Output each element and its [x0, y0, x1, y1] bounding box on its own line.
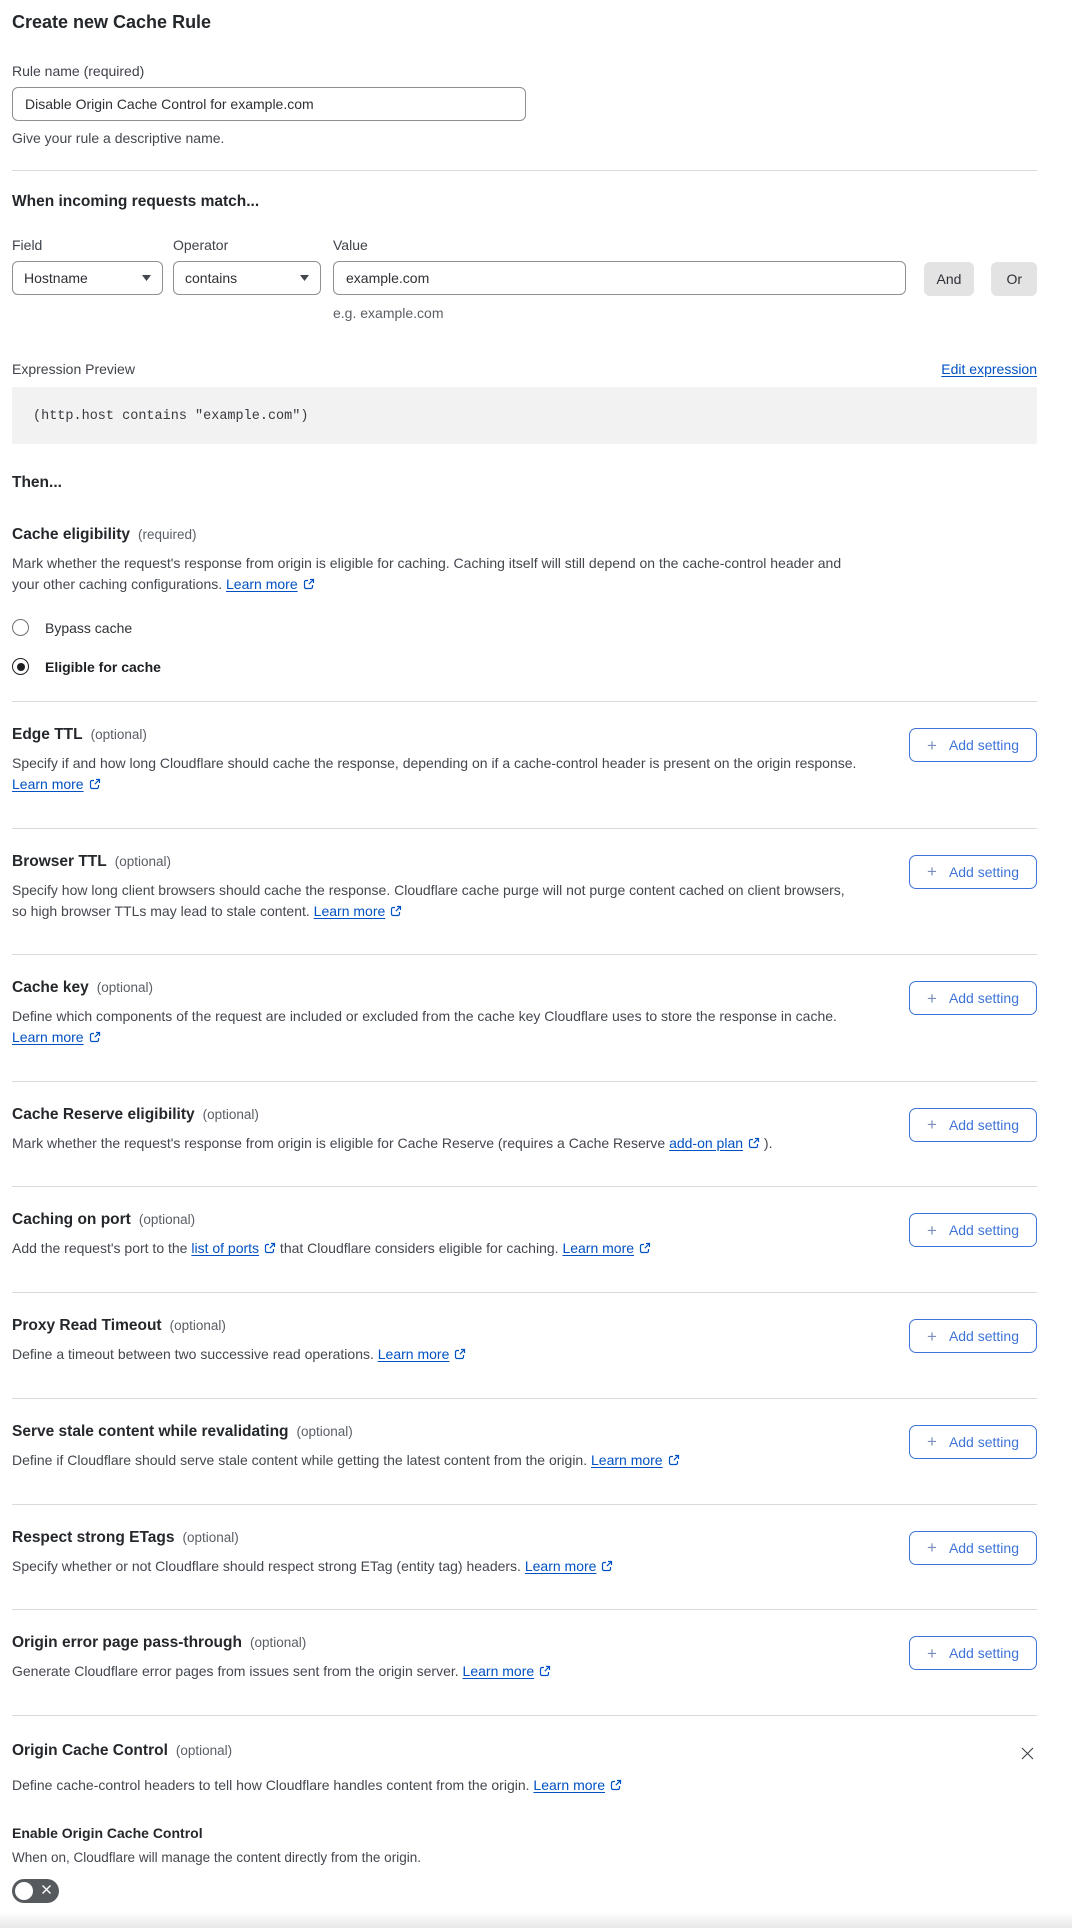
chevron-down-icon: [300, 275, 309, 281]
rule-name-group: [12, 63, 1037, 146]
value-input[interactable]: [333, 261, 906, 295]
enable-origin-cache-control-label: Enable Origin Cache Control: [12, 1824, 203, 1841]
setting-description: [12, 880, 857, 922]
add-setting-label: Add setting: [948, 1328, 1019, 1345]
plus-icon: +: [927, 1643, 937, 1663]
description-text: Define a timeout between two successive read operations.: [12, 1346, 378, 1363]
setting-title: Cache key: [12, 979, 89, 997]
setting-title: Origin error page pass-through: [12, 1634, 242, 1652]
setting-section: [12, 1610, 1037, 1715]
add-setting-button[interactable]: [909, 855, 1037, 889]
eligible-for-cache-radio[interactable]: [12, 658, 1037, 675]
required-badge: (required): [138, 527, 197, 542]
enable-origin-cache-control-description: When on, Cloudflare will manage the content directly from the origin.: [12, 1849, 421, 1865]
description-text: Define cache-control headers to tell how Cloudflare handles content from the origin.: [12, 1777, 534, 1794]
setting-section: [12, 1505, 1037, 1610]
plus-icon: +: [927, 1432, 937, 1452]
chevron-down-icon: [142, 275, 151, 281]
external-link-icon: [89, 775, 101, 796]
learn-more-link[interactable]: Learn more: [12, 1029, 84, 1046]
external-link-icon: [610, 1776, 622, 1797]
field-select-value: Hostname: [24, 270, 88, 286]
setting-title: Serve stale content while revalidating: [12, 1422, 289, 1440]
plus-icon: +: [927, 1326, 937, 1346]
learn-more-link[interactable]: Learn more: [377, 1346, 450, 1363]
drawer-bottom-edge: [0, 1913, 1072, 1928]
add-setting-button[interactable]: [909, 1213, 1037, 1247]
setting-section: [12, 829, 1037, 954]
learn-more-link[interactable]: Learn more: [313, 902, 386, 919]
setting-section: [12, 1293, 1037, 1398]
radio-icon: [12, 619, 29, 636]
setting-description: [12, 1661, 551, 1683]
then-heading: Then...: [12, 474, 62, 491]
settings-list: [12, 701, 1037, 1715]
description-text: Add the request's port to the: [12, 1240, 192, 1257]
optional-badge: (optional): [175, 1743, 233, 1759]
origin-cache-control-description: [12, 1775, 857, 1797]
add-setting-button[interactable]: [909, 1425, 1037, 1459]
setting-section: [12, 1399, 1037, 1504]
add-setting-label: Add setting: [948, 1116, 1019, 1133]
description-text: Mark whether the request's response from origin is eligible for caching. Caching itself will still depend on the cache-control header and your other caching configurations.: [12, 555, 842, 592]
page-title: Create new Cache Rule: [12, 12, 212, 32]
setting-description: [12, 753, 857, 795]
learn-more-link[interactable]: Learn more: [226, 575, 298, 592]
optional-badge: (optional): [182, 1529, 239, 1545]
match-condition-row: [12, 237, 1037, 321]
match-heading: When incoming requests match...: [12, 193, 260, 210]
divider: [12, 170, 1037, 171]
setting-description: [12, 1238, 651, 1260]
add-setting-label: Add setting: [948, 737, 1019, 754]
cache-eligibility-description: [12, 553, 857, 595]
setting-section: [12, 1082, 1037, 1187]
setting-description: [12, 1556, 613, 1578]
value-label: Value: [333, 237, 368, 253]
plus-icon: +: [927, 735, 937, 755]
cache-eligibility-title: Cache eligibility: [12, 526, 131, 543]
setting-description: [12, 1006, 857, 1048]
optional-badge: (optional): [202, 1106, 259, 1122]
add-setting-label: Add setting: [948, 863, 1019, 880]
description-text: Mark whether the request's response from origin is eligible for Cache Reserve (requires a Cache Reserve: [12, 1134, 670, 1151]
plus-icon: +: [927, 1538, 937, 1558]
add-setting-button[interactable]: [909, 1636, 1037, 1670]
or-button[interactable]: Or: [991, 262, 1037, 296]
add-setting-label: Add setting: [948, 1539, 1019, 1556]
learn-more-link[interactable]: Learn more: [533, 1777, 605, 1794]
optional-badge: (optional): [114, 853, 172, 869]
learn-more-link[interactable]: Learn more: [12, 776, 84, 793]
plus-icon: +: [927, 1220, 937, 1240]
setting-description: [12, 1450, 680, 1472]
add-setting-button[interactable]: [909, 1108, 1037, 1142]
learn-more-link[interactable]: Learn more: [591, 1451, 663, 1468]
setting-description: [12, 1133, 772, 1155]
description-text: that Cloudflare considers eligible for caching.: [276, 1240, 563, 1257]
rule-name-input[interactable]: [12, 87, 526, 121]
and-button[interactable]: And: [924, 262, 975, 296]
external-link-icon: [454, 1345, 466, 1366]
optional-badge: (optional): [138, 1212, 196, 1228]
optional-badge: (optional): [296, 1423, 353, 1439]
description-text: Specify whether or not Cloudflare should respect strong ETag (entity tag) headers.: [12, 1557, 525, 1574]
radio-icon: [12, 658, 29, 675]
add-setting-button[interactable]: [909, 981, 1037, 1015]
add-setting-label: Add setting: [948, 1222, 1019, 1239]
rule-name-label: Rule name (required): [12, 63, 145, 79]
description-text: Specify how long client browsers should cache the response. Cloudflare cache purge will not purge content cached on client browsers, so high browser TTLs may lead to stale content.: [12, 881, 845, 919]
close-button[interactable]: [1018, 1744, 1037, 1766]
external-link-icon: [264, 1239, 276, 1260]
setting-title: Edge TTL: [12, 726, 83, 744]
add-setting-label: Add setting: [948, 1645, 1019, 1662]
optional-badge: (optional): [249, 1635, 307, 1651]
external-link-icon: [748, 1134, 760, 1155]
plus-icon: +: [927, 862, 937, 882]
operator-label: Operator: [173, 237, 229, 253]
setting-title: Cache Reserve eligibility: [12, 1105, 195, 1123]
origin-cache-control-section: [12, 1716, 1037, 1903]
edit-expression-link[interactable]: Edit expression: [941, 361, 1037, 377]
setting-title: Respect strong ETags: [12, 1528, 175, 1546]
external-link-icon: [390, 902, 402, 923]
radio-label: Eligible for cache: [45, 658, 161, 675]
external-link-icon: [539, 1662, 551, 1683]
add-setting-button[interactable]: [909, 728, 1037, 762]
bypass-cache-radio[interactable]: [12, 619, 1037, 636]
expression-code: (http.host contains "example.com"): [33, 409, 309, 424]
learn-more-link[interactable]: Learn more: [462, 1663, 535, 1680]
setting-description: [12, 1344, 466, 1366]
external-link-icon: [303, 575, 315, 596]
add-setting-label: Add setting: [948, 1433, 1019, 1450]
description-text: Specify if and how long Cloudflare should cache the response, depending on if a cache-control header is present on the origin response.: [12, 755, 857, 772]
setting-section: [12, 702, 1037, 827]
value-hint: e.g. example.com: [333, 305, 444, 321]
plus-icon: +: [927, 988, 937, 1008]
rule-name-helper: Give your rule a descriptive name.: [12, 130, 225, 146]
setting-title: Proxy Read Timeout: [12, 1317, 162, 1335]
operator-select[interactable]: [173, 261, 321, 295]
external-link-icon: [668, 1451, 680, 1472]
external-link-icon: [639, 1239, 651, 1260]
description-text: Generate Cloudflare error pages from issues sent from the origin server.: [12, 1663, 463, 1680]
add-setting-label: Add setting: [948, 990, 1019, 1007]
setting-title: Caching on port: [12, 1211, 131, 1229]
close-icon: [1020, 1746, 1035, 1761]
add-setting-button[interactable]: [909, 1319, 1037, 1353]
expression-preview-label: Expression Preview: [12, 361, 135, 377]
setting-title: Browser TTL: [12, 852, 107, 870]
optional-badge: (optional): [169, 1318, 226, 1334]
description-text: Define if Cloudflare should serve stale content while getting the latest content from the origin.: [12, 1451, 591, 1468]
origin-cache-control-toggle[interactable]: [12, 1879, 59, 1903]
toggle-knob: [15, 1882, 33, 1900]
setting-section: [12, 1187, 1037, 1292]
add-on-plan-link[interactable]: add-on plan: [669, 1134, 744, 1151]
description-text: ).: [760, 1134, 773, 1151]
learn-more-link[interactable]: Learn more: [524, 1557, 597, 1574]
expression-preview: [12, 387, 1037, 444]
optional-badge: (optional): [96, 980, 153, 996]
external-link-icon: [601, 1557, 613, 1578]
toggle-off-x-icon: [41, 1884, 52, 1895]
description-text: Define which components of the request are included or excluded from the cache key Cloudflare uses to store the response in cache.: [12, 1008, 837, 1025]
add-setting-button[interactable]: [909, 1531, 1037, 1565]
field-select[interactable]: [12, 261, 163, 295]
external-link-icon: [89, 1028, 101, 1049]
plus-icon: +: [927, 1115, 937, 1135]
setting-section: [12, 955, 1037, 1080]
radio-label: Bypass cache: [45, 619, 133, 636]
origin-cache-control-title: Origin Cache Control: [12, 1742, 168, 1760]
field-label: Field: [12, 237, 43, 253]
cache-eligibility-section: [12, 526, 1037, 675]
operator-select-value: contains: [185, 270, 238, 286]
list-of-ports-link[interactable]: list of ports: [191, 1240, 260, 1257]
optional-badge: (optional): [90, 727, 147, 743]
learn-more-link[interactable]: Learn more: [562, 1240, 635, 1257]
